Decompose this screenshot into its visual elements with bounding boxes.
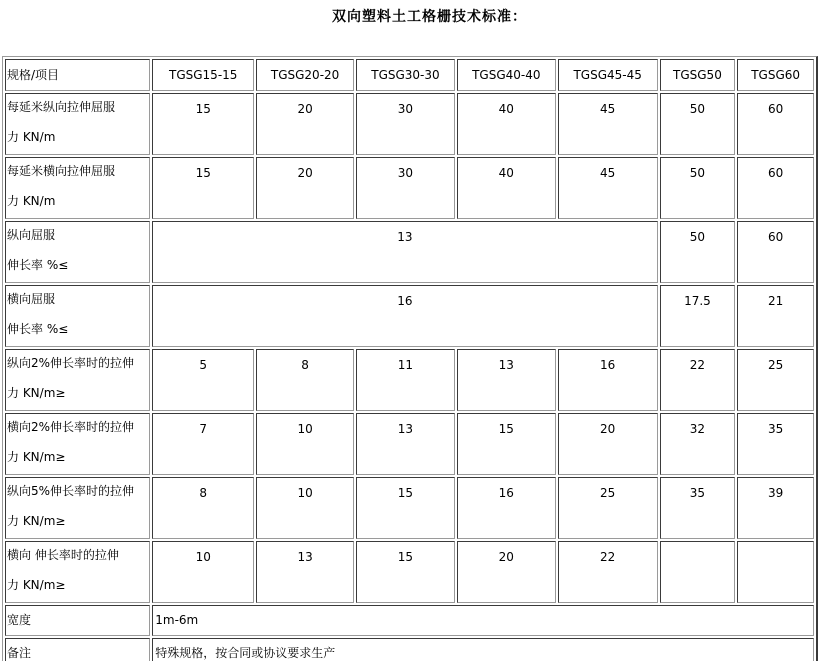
table-row <box>5 285 814 347</box>
table-cell: 45 <box>558 157 658 219</box>
row-label-unit: 伸长率 %≤ <box>7 322 69 336</box>
row-label <box>5 285 150 347</box>
table-cell: 15 <box>457 413 556 475</box>
table-cell: 30 <box>356 157 455 219</box>
remarks-value: 特殊规格，按合同或协议要求生产 <box>152 638 814 661</box>
header-column: TGSG15-15 <box>152 59 254 91</box>
header-column: TGSG45-45 <box>558 59 658 91</box>
row-label-unit: 力 KN/m≥ <box>7 578 66 592</box>
table-cell: 8 <box>152 477 254 539</box>
table-cell: 8 <box>256 349 354 411</box>
table-cell: 25 <box>737 349 814 411</box>
merged-cell: 13 <box>152 221 657 283</box>
table-cell: 10 <box>152 541 254 603</box>
row-label-line: 纵向2%伸长率时的拉伸 <box>7 356 135 370</box>
table-cell: 50 <box>660 157 736 219</box>
header-column: TGSG20-20 <box>256 59 354 91</box>
header-column: TGSG30-30 <box>356 59 455 91</box>
header-column: TGSG50 <box>660 59 736 91</box>
table-cell: 5 <box>152 349 254 411</box>
table-cell: 25 <box>558 477 658 539</box>
table-cell: 45 <box>558 93 658 155</box>
table-cell: 16 <box>558 349 658 411</box>
row-label <box>5 477 150 539</box>
table-row <box>5 93 814 155</box>
table-cell: 15 <box>356 477 455 539</box>
table-cell: 20 <box>558 413 658 475</box>
table-cell: 13 <box>457 349 556 411</box>
header-column: TGSG40-40 <box>457 59 556 91</box>
spec-table <box>2 56 818 661</box>
merged-cell: 16 <box>152 285 657 347</box>
table-cell: 16 <box>457 477 556 539</box>
table-cell: 22 <box>558 541 658 603</box>
table-cell: 10 <box>256 413 354 475</box>
row-label-line: 纵向5%伸长率时的拉伸 <box>7 484 135 498</box>
page-title: 双向塑料土工格栅技术标准： <box>332 9 527 25</box>
row-label <box>5 413 150 475</box>
row-label-unit: 力 KN/m≥ <box>7 450 66 464</box>
row-label <box>5 349 150 411</box>
table-cell: 13 <box>256 541 354 603</box>
table-cell <box>737 541 814 603</box>
row-label <box>5 157 150 219</box>
row-label-line: 横向屈服 <box>7 292 56 306</box>
table-cell: 22 <box>660 349 736 411</box>
table-cell: 10 <box>256 477 354 539</box>
table-row-remarks <box>5 638 814 661</box>
width-value: 1m-6m <box>152 605 814 636</box>
table-cell: 21 <box>737 285 814 347</box>
row-label-unit: 力 KN/m≥ <box>7 514 66 528</box>
row-label <box>5 221 150 283</box>
table-cell: 17.5 <box>660 285 736 347</box>
row-label: 宽度 <box>5 605 150 636</box>
table-cell: 50 <box>660 221 736 283</box>
table-cell: 11 <box>356 349 455 411</box>
table-cell: 15 <box>152 93 254 155</box>
table-cell: 30 <box>356 93 455 155</box>
table-cell: 32 <box>660 413 736 475</box>
row-label-line: 横向 伸长率时的拉伸 <box>7 548 119 562</box>
table-cell: 7 <box>152 413 254 475</box>
table-cell: 20 <box>457 541 556 603</box>
row-label <box>5 541 150 603</box>
table-row <box>5 349 814 411</box>
table-cell: 60 <box>737 93 814 155</box>
table-cell: 40 <box>457 157 556 219</box>
header-column: TGSG60 <box>737 59 814 91</box>
header-row <box>5 59 814 91</box>
table-row <box>5 413 814 475</box>
row-label-line: 纵向屈服 <box>7 228 56 242</box>
table-row <box>5 221 814 283</box>
table-cell: 50 <box>660 93 736 155</box>
table-cell: 39 <box>737 477 814 539</box>
table-cell: 35 <box>660 477 736 539</box>
row-label-unit: 伸长率 %≤ <box>7 258 69 272</box>
table-cell: 13 <box>356 413 455 475</box>
table-cell: 35 <box>737 413 814 475</box>
row-label: 备注 <box>5 638 150 661</box>
table-row-width <box>5 605 814 636</box>
table-cell <box>660 541 736 603</box>
table-cell: 60 <box>737 221 814 283</box>
table-row <box>5 157 814 219</box>
row-label-unit: 力 KN/m <box>7 130 56 144</box>
table-cell: 40 <box>457 93 556 155</box>
row-label-line: 横向2%伸长率时的拉伸 <box>7 420 135 434</box>
row-label-line: 每延米纵向拉伸屈服 <box>7 100 116 114</box>
table-cell: 20 <box>256 157 354 219</box>
table-cell: 20 <box>256 93 354 155</box>
table-cell: 15 <box>152 157 254 219</box>
row-label <box>5 93 150 155</box>
table-row <box>5 477 814 539</box>
table-row <box>5 541 814 603</box>
table-cell: 60 <box>737 157 814 219</box>
table-cell: 15 <box>356 541 455 603</box>
row-label-line: 每延米横向拉伸屈服 <box>7 164 116 178</box>
row-label-unit: 力 KN/m≥ <box>7 386 66 400</box>
header-label: 规格/项目 <box>5 59 150 91</box>
row-label-unit: 力 KN/m <box>7 194 56 208</box>
